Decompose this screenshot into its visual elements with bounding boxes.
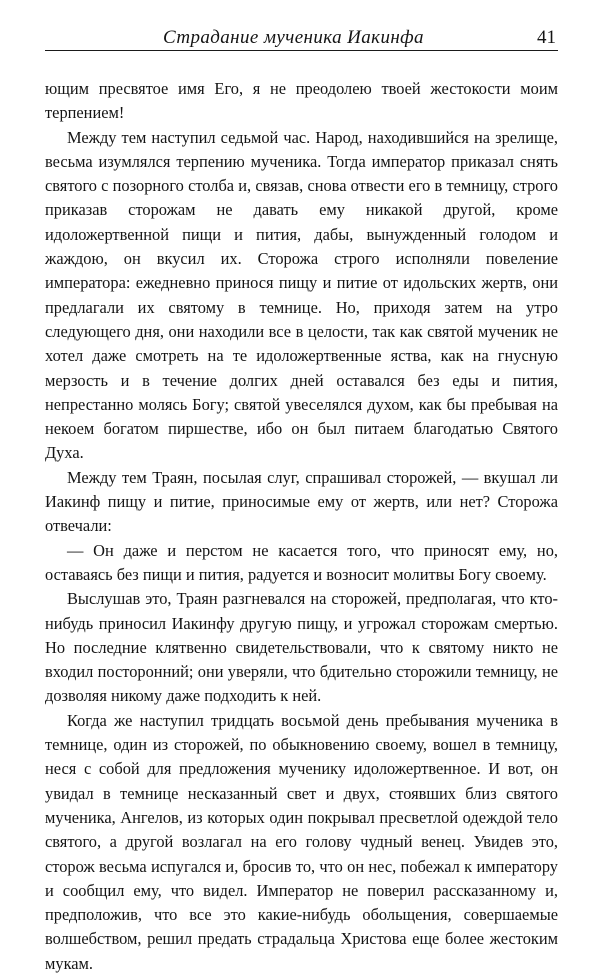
paragraph-trajan-angered: Выслушав это, Траян разгневался на сторожей, предполагая, что кто-нибудь приносил Иакинфу другую пищу, и угрожал сторожам смертью. Но последние клятвенно свидетельствовали, что к святому никто не входил посторонний; они уверяли, что бдительно сторожили темницу, не дозволяя никому даже подходить к ней. bbox=[45, 589, 558, 706]
paragraph-thirty-eighth-day: Когда же наступил тридцать восьмой день пребывания мученика в темнице, один из сторожей, по обыкновению своему, вошел в темницу, неся с собой для предложения мученику идоложертвенное. И вот, он увидал в темнице несказанный свет и двух, стоявших близ святого мученика, Ангелов, из которых один покрывал пресветлой одеждой тело святого, а другой возлагал на его голову чудный венец. Увидев это, сторож весьма испугался и, бросив то, что он нес, побежал к императору и сообщил ему, что видел. Император не поверил рассказанному и, предположив, что все это какие-нибудь обольщения, совершаемые волшебством, решил предать страдальца Христова еще более жестоким мукам. bbox=[45, 710, 558, 973]
paragraph-guards-answer: — Он даже и перстом не касается того, что приносят ему, но, оставаясь без пищи и пития, радуется и возносит молитвы Богу своему. bbox=[45, 540, 558, 584]
running-header bbox=[45, 24, 558, 51]
body-text bbox=[45, 77, 558, 976]
running-title: Страдание мученика Иакинфа bbox=[163, 27, 424, 48]
paragraph-continued: ющим пресвятое имя Его, я не преодолею твоей жестокости моим терпением! bbox=[45, 79, 558, 123]
paragraph-trajan-asks: Между тем Траян, посылая слуг, спрашивал сторожей, — вкушал ли Иакинф пищу и питие, приносимые ему от жертв, или нет? Сторожа отвечали: bbox=[45, 467, 558, 536]
book-page bbox=[45, 24, 558, 976]
paragraph-seventh-hour: Между тем наступил седьмой час. Народ, находившийся на зрелище, весьма изумлялся терпению мученика. Тогда император приказал снять святого с позорного столба и, связав, снова отвести его в темницу, строго приказав сторожам не давать ему никакой другой, кроме идоложертвенной пищи и пития, дабы, вынужденный голодом и жаждою, он вкусил их. Сторожа строго исполняли повеление императора: ежедневно принося пищу и питие от идольских жертв, они предлагали их святому в темнице. Но, приходя затем на утро следующего дня, они находили все в целости, так как святой мученик не хотел даже смотреть на те идоложертвенные яства, как на гнусную мерзость и в течение долгих дней оставался без еды и пития, непрестанно молясь Богу; святой увеселялся духом, как бы пребывая на некоем богатом пиршестве, ибо он был питаем благодатью Святого Духа. bbox=[45, 127, 558, 463]
page-number: 41 bbox=[537, 27, 556, 48]
